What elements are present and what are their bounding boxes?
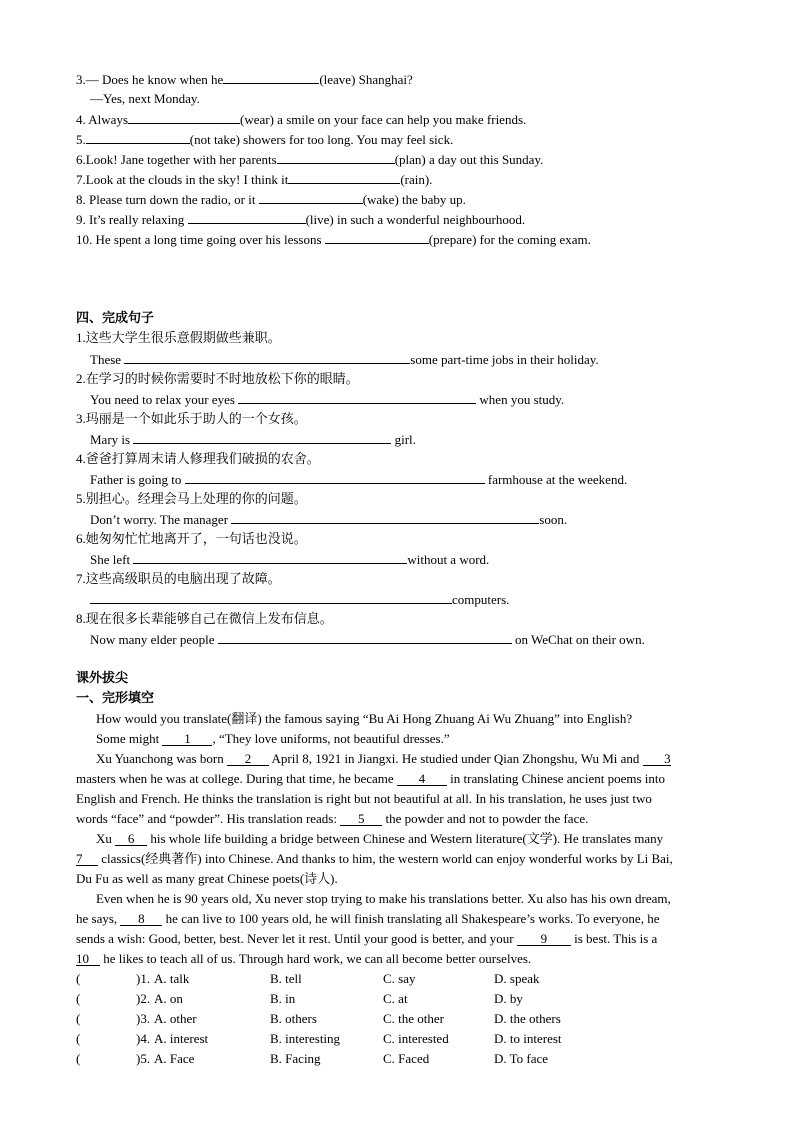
blank[interactable] [133, 551, 407, 564]
s4-cn-6: 6.她匆匆忙忙地离开了，一句话也没说。 [76, 531, 307, 546]
blank[interactable] [223, 71, 319, 84]
s4-cn-7: 7.这些高级职员的电脑出现了故障。 [76, 571, 281, 586]
option-a[interactable]: A. interest [154, 1031, 209, 1046]
s4-cn-3: 3.玛丽是一个如此乐于助人的一个女孩。 [76, 411, 307, 426]
item-4: 4. Always (wear) a smile on your face can help you make friends. [76, 112, 527, 127]
option-b[interactable]: B. in [270, 991, 296, 1006]
cloze-p5: English and French. He thinks the translation is right but not beautiful at all. In his translation, he uses just two [76, 791, 652, 806]
blank[interactable] [277, 151, 395, 164]
blank[interactable] [238, 391, 476, 404]
worksheet-page: 3.— Does he know when he (leave) Shanghai? —Yes, next Monday. 4. Always (wear) a smile on your face can help you make friends. 5. (not take) showers for too long. You may feel sick. 6.Look! Jane together with her parents (plan) a day out this Sunday. 7.Look at the clouds in the sky! I think it (rain). 8. Please turn down the radio, or it (wake) the baby up. 9. It’s really relaxing (live) in such a wonderful neighbourhood. 10. He spent a long time going over his lessons (prepare) for the coming exam. 四、完成句子 1.这些大学生很乐意假期做些兼职。 These some part-time jobs in their holiday. 2.在学习的时候你需要时不时地放松下你的眼睛。 You need to relax your eyes when you study. 3.玛丽是一个如此乐于助人的一个女孩。 Mary is girl. 4.爸爸打算周末请人修理我们破损的农舍。 Father is going to farmhouse at the weekend. 5.别担心。经理会马上处理的你的问题。 Don’t worry. The manager soon. 6.她匆匆忙忙地离开了，一句话也没说。 She left without a word. 7.这些高级职员的电脑出现了故障。 computers. 8.现在很多长辈能够自己在微信上发布信息。 Now many elder people on WeChat on their own. 课外拔尖 一、完形填空 How would you translate(翻译) the famous saying “Bu Ai Hong Zhuang Ai Wu Zhuang” into English? Some might 1 , “They love uniforms, not beautiful dresses.” Xu Yuanchong was born 2 April 8, 1921 in Jiangxi. He studied under Qian Zhongshu, Wu Mi and 3 masters when he was at college. During that time, he became 4 in translating Chinese ancient poems into English and French. He thinks the translation is right but not beautiful at all. In his translation, he uses just two words “face” and “powder”. His translation reads: 5 the powder and not to powder the face. Xu 6 his whole life building a bridge between Chinese and Western literature(文学). He translates many 7 classics(经典著作) into Chinese. And thanks to him, the western world can enjoy wonderful works by Li Bai, Du Fu as well as many great Chinese poets(诗人). Even when he is 90 years old, Xu never stop trying to make his translations better. Xu also has his own dream, he says, 8 he can live to 100 years old, he will finish translating all Shakespeare’s works. To everyone, he sends a wish: Good, better, best. Never let it rest. Until your good is better, and your 9 is best. This is a 10 he likes to teach all of us. Through hard work, we can all become better ourselves. ( )1. A. talk B. tell C. say D. speak ( )2. A. on B. in C. at D. by ( )3. A. other B. others C. the other D. the others ( )4. A. interest B. interesting C. interested D. to interest ( )5. A. Face B. Facing C. Faced D. To face [76, 72, 673, 1066]
blank-7[interactable]: 7 [76, 853, 98, 866]
blank[interactable] [185, 471, 485, 484]
option-a[interactable]: A. on [154, 991, 183, 1006]
cloze-p13: 10 he likes to teach all of us. Through hard work, we can all become better ourselves. [76, 951, 532, 966]
option-d[interactable]: D. to interest [494, 1031, 562, 1046]
option-c[interactable]: C. say [383, 971, 416, 986]
s4-en-5: Don’t worry. The manager soon. [90, 512, 568, 527]
option-c[interactable]: C. Faced [383, 1051, 430, 1066]
blank-6[interactable]: 6 [115, 833, 147, 846]
blank[interactable] [124, 351, 410, 364]
cloze-p12: sends a wish: Good, better, best. Never let it rest. Until your good is better, and your 9 is best. This is a [76, 931, 658, 946]
option-a[interactable]: A. other [154, 1011, 197, 1026]
s4-en-4: Father is going to farmhouse at the weekend. [90, 472, 628, 487]
blank-5[interactable]: 5 [340, 813, 382, 826]
option-a[interactable]: A. Face [154, 1051, 195, 1066]
blank[interactable] [128, 111, 240, 124]
item-7: 7.Look at the clouds in the sky! I think it (rain). [76, 172, 433, 187]
cloze-p6: words “face” and “powder”. His translation reads: 5 the powder and not to powder the face. [76, 811, 589, 826]
blank[interactable] [86, 131, 190, 144]
option-d[interactable]: D. speak [494, 971, 540, 986]
s4-en-7: computers. [90, 591, 509, 608]
blank-2[interactable]: 2 [227, 753, 269, 766]
blank[interactable] [218, 631, 512, 644]
option-a[interactable]: A. talk [154, 971, 190, 986]
s4-cn-8: 8.现在很多长辈能够自己在微信上发布信息。 [76, 611, 333, 626]
blank-4[interactable]: 4 [397, 773, 447, 786]
cloze-p9: Du Fu as well as many great Chinese poets(诗人). [76, 871, 338, 886]
blank-3[interactable]: 3 [643, 753, 671, 766]
s4-cn-1: 1.这些大学生很乐意假期做些兼职。 [76, 330, 281, 345]
item-6: 6.Look! Jane together with her parents (plan) a day out this Sunday. [76, 152, 544, 167]
s4-en-2: You need to relax your eyes when you study. [90, 392, 565, 407]
item-10: 10. He spent a long time going over his lessons (prepare) for the coming exam. [76, 232, 591, 247]
cloze-p3: Xu Yuanchong was born 2 April 8, 1921 in Jiangxi. He studied under Qian Zhongshu, Wu Mi and 3 [96, 751, 671, 766]
option-d[interactable]: D. the others [494, 1011, 561, 1026]
s4-cn-2: 2.在学习的时候你需要时不时地放松下你的眼睛。 [76, 371, 359, 386]
item-5: 5. (not take) showers for too long. You may feel sick. [76, 132, 454, 147]
blank-10[interactable]: 10 [76, 953, 100, 966]
blank[interactable] [188, 211, 306, 224]
option-d[interactable]: D. by [494, 991, 523, 1006]
blank[interactable] [259, 191, 363, 204]
item-3-answer: —Yes, next Monday. [90, 91, 200, 106]
blank[interactable] [90, 591, 452, 604]
option-b[interactable]: B. tell [270, 971, 302, 986]
item-9: 9. It’s really relaxing (live) in such a wonderful neighbourhood. [76, 212, 526, 227]
blank[interactable] [325, 231, 429, 244]
option-d[interactable]: D. To face [494, 1051, 549, 1066]
s4-cn-5: 5.别担心。经理会马上处理的你的问题。 [76, 491, 307, 506]
section-four-title: 四、完成句子 [76, 310, 155, 325]
option-c[interactable]: C. interested [383, 1031, 449, 1046]
cloze-p7: Xu 6 his whole life building a bridge between Chinese and Western literature(文学). He translates many [96, 831, 664, 846]
cloze-p11: he says, 8 he can live to 100 years old, he will finish translating all Shakespeare’s works. To everyone, he [76, 911, 660, 926]
s4-en-3: Mary is girl. [90, 432, 416, 447]
cloze-p2: Some might 1 , “They love uniforms, not beautiful dresses.” [96, 731, 450, 746]
blank-9[interactable]: 9 [517, 933, 571, 946]
blank-8[interactable]: 8 [120, 913, 162, 926]
blank[interactable] [288, 171, 400, 184]
cloze-p8: 7 classics(经典著作) into Chinese. And thanks to him, the western world can enjoy wonderful works by Li Bai, [76, 851, 673, 866]
option-c[interactable]: C. at [383, 991, 408, 1006]
cloze-p4: masters when he was at college. During that time, he became 4 in translating Chinese ancient poems into [76, 771, 665, 786]
s4-cn-4: 4.爸爸打算周末请人修理我们破损的农舍。 [76, 451, 320, 466]
s4-en-1: These some part-time jobs in their holiday. [90, 352, 599, 367]
option-b[interactable]: B. interesting [270, 1031, 341, 1046]
cloze-p1: How would you translate(翻译) the famous saying “Bu Ai Hong Zhuang Ai Wu Zhuang” into English? [96, 711, 633, 726]
option-b[interactable]: B. others [270, 1011, 317, 1026]
extension-title: 课外拔尖 [76, 670, 129, 685]
s4-en-8: Now many elder people on WeChat on their own. [90, 632, 645, 647]
cloze-p10: Even when he is 90 years old, Xu never stop trying to make his translations better. Xu also has his own dream, [96, 891, 671, 906]
blank-1[interactable]: 1 [162, 733, 212, 746]
blank[interactable] [231, 511, 539, 524]
cloze-title: 一、完形填空 [76, 690, 155, 705]
item-3: 3.— Does he know when he (leave) Shanghai? [76, 72, 413, 87]
option-c[interactable]: C. the other [383, 1011, 445, 1026]
item-8: 8. Please turn down the radio, or it (wake) the baby up. [76, 192, 466, 207]
s4-en-6: She left without a word. [90, 552, 490, 567]
option-b[interactable]: B. Facing [270, 1051, 321, 1066]
blank[interactable] [133, 431, 391, 444]
